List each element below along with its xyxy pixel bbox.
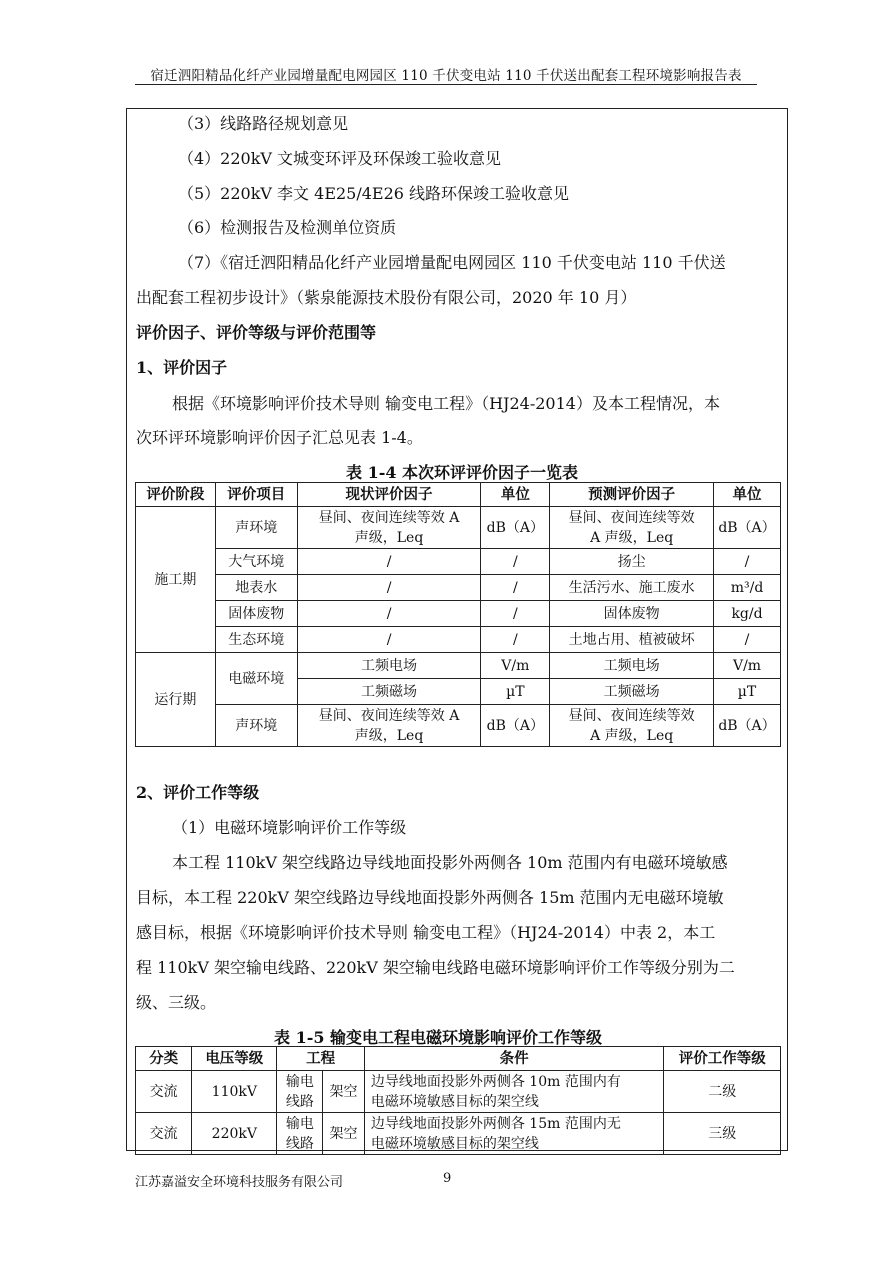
table-1-4-header: 评价项目 (215, 483, 297, 507)
ref-item-5: （5）220kV 李文 4E25/4E26 线路环保竣工验收意见 (178, 184, 570, 203)
cell-line: 输电 (285, 1073, 314, 1090)
item-cell: 生态环境 (215, 627, 297, 653)
unit-cell: µT (714, 679, 781, 705)
grade-para-line3: 感目标，根据《环境影响评价技术导则 输变电工程》（HJ24-2014）中表 2，本工 (136, 923, 716, 942)
unit-cell: dB（A） (481, 507, 550, 549)
unit-cell: / (714, 627, 781, 653)
table-row (136, 1071, 781, 1113)
condition-cell (364, 1113, 664, 1155)
table-row (136, 549, 781, 575)
grade-cell: 三级 (664, 1113, 781, 1155)
cell-line: 线路 (285, 1135, 314, 1152)
table-1-4-header: 评价阶段 (136, 483, 216, 507)
table-1-5-header: 电压等级 (192, 1047, 277, 1071)
table-1-5-caption: 表 1-5 输变电工程电磁环境影响评价工作等级 (274, 1028, 603, 1047)
predicted-factor-cell (550, 705, 714, 747)
predicted-factor-cell: 工频电场 (550, 653, 714, 679)
unit-cell: / (714, 549, 781, 575)
cell-line: 电磁环境敏感目标的架空线 (370, 1093, 539, 1110)
item-cell: 声环境 (215, 705, 297, 747)
current-factor-cell: / (297, 627, 481, 653)
ref-item-4: （4）220kV 文城变环评及环保竣工验收意见 (178, 149, 502, 168)
item-cell: 固体废物 (215, 601, 297, 627)
unit-cell: dB（A） (714, 705, 781, 747)
grade-para-line1: 本工程 110kV 架空线路边导线地面投影外两侧各 10m 范围内有电磁环境敏感 (172, 853, 728, 872)
cell-line: 边导线地面投影外两侧各 10m 范围内有 (370, 1073, 621, 1090)
cell-line: A 声级，Leq (590, 529, 674, 546)
factors-para-line1: 根据《环境影响评价技术导则 输变电工程》（HJ24-2014）及本工程情况，本 (172, 394, 720, 413)
table-1-5-header: 分类 (136, 1047, 192, 1071)
stage-cell-construction: 施工期 (136, 507, 216, 653)
grade-heading: 2、评价工作等级 (136, 783, 260, 802)
grade-para-line4: 程 110kV 架空输电线路、220kV 架空输电线路电磁环境影响评价工作等级分别为二 (136, 958, 735, 977)
ref-item-6: （6）检测报告及检测单位资质 (178, 218, 397, 237)
unit-cell: kg/d (714, 601, 781, 627)
table-1-4-header: 单位 (481, 483, 550, 507)
unit-cell: / (481, 575, 550, 601)
predicted-factor-cell: 生活污水、施工废水 (550, 575, 714, 601)
table-1-5-header: 工程 (277, 1047, 364, 1071)
cell-line: A 声级，Leq (590, 727, 674, 744)
predicted-factor-cell: 固体废物 (550, 601, 714, 627)
type-cell: 交流 (136, 1113, 192, 1155)
cell-line: 线路 (285, 1093, 314, 1110)
current-factor-cell: / (297, 575, 481, 601)
table-row (136, 575, 781, 601)
current-factor-cell: 工频电场 (297, 653, 481, 679)
table-1-5-header: 评价工作等级 (664, 1047, 781, 1071)
type-cell: 交流 (136, 1071, 192, 1113)
cell-line: 声级，Leq (354, 529, 424, 546)
cell-line: 昼间、夜间连续等效 A (318, 707, 460, 724)
voltage-cell: 110kV (192, 1071, 277, 1113)
ref-item-3: （3）线路路径规划意见 (178, 114, 349, 133)
table-1-4-header: 现状评价因子 (297, 483, 481, 507)
table-1-5-header: 条件 (364, 1047, 664, 1071)
predicted-factor-cell: 扬尘 (550, 549, 714, 575)
cell-line: 昼间、夜间连续等效 (568, 707, 695, 724)
unit-cell: / (481, 549, 550, 575)
cell-line: 昼间、夜间连续等效 A (318, 509, 460, 526)
predicted-factor-cell: 工频磁场 (550, 679, 714, 705)
table-row (136, 653, 781, 679)
grade-subheading: （1）电磁环境影响评价工作等级 (172, 818, 407, 837)
table-row (136, 627, 781, 653)
project-cell (277, 1071, 323, 1113)
current-factor-cell (297, 705, 481, 747)
cell-line: 电磁环境敏感目标的架空线 (370, 1135, 539, 1152)
unit-cell: m³/d (714, 575, 781, 601)
cell-line: 声级，Leq (354, 727, 424, 744)
ref-item-7-line2: 出配套工程初步设计》（紫泉能源技术股份有限公司，2020 年 10 月） (136, 288, 637, 307)
current-factor-cell: / (297, 601, 481, 627)
current-factor-cell: 工频磁场 (297, 679, 481, 705)
unit-cell: / (481, 601, 550, 627)
unit-cell: V/m (714, 653, 781, 679)
item-cell: 地表水 (215, 575, 297, 601)
factors-para-line2: 次环评环境影响评价因子汇总见表 1-4。 (136, 428, 423, 447)
table-row (136, 705, 781, 747)
page-number: 9 (443, 1171, 452, 1186)
unit-cell: / (481, 627, 550, 653)
grade-para-line5: 级、三级。 (136, 993, 217, 1012)
condition-cell (364, 1071, 664, 1113)
item-cell: 大气环境 (215, 549, 297, 575)
grade-cell: 二级 (664, 1071, 781, 1113)
current-factor-cell (297, 507, 481, 549)
footer-company: 江苏嘉溢安全环境科技服务有限公司 (135, 1175, 344, 1190)
cell-line: 输电 (285, 1115, 314, 1132)
predicted-factor-cell: 土地占用、植被破坏 (550, 627, 714, 653)
unit-cell: V/m (481, 653, 550, 679)
item-cell: 声环境 (215, 507, 297, 549)
factors-heading: 1、评价因子 (136, 358, 228, 377)
unit-cell: dB（A） (714, 507, 781, 549)
stage-cell-operation: 运行期 (136, 653, 216, 747)
project-cell (277, 1113, 323, 1155)
project-type-cell: 架空 (323, 1113, 365, 1155)
item-cell: 电磁环境 (215, 653, 297, 705)
table-1-4 (135, 482, 781, 747)
table-row (136, 601, 781, 627)
table-1-4-header: 预测评价因子 (550, 483, 714, 507)
predicted-factor-cell (550, 507, 714, 549)
unit-cell: µT (481, 679, 550, 705)
project-type-cell: 架空 (323, 1071, 365, 1113)
current-factor-cell: / (297, 549, 481, 575)
cell-line: 昼间、夜间连续等效 (568, 509, 695, 526)
cell-line: 边导线地面投影外两侧各 15m 范围内无 (370, 1115, 621, 1132)
table-1-4-caption: 表 1-4 本次环评评价因子一览表 (346, 463, 579, 482)
voltage-cell: 220kV (192, 1113, 277, 1155)
section-title: 评价因子、评价等级与评价范围等 (136, 323, 377, 342)
table-1-4-header: 单位 (714, 483, 781, 507)
table-1-5 (135, 1046, 781, 1155)
grade-para-line2: 目标，本工程 220kV 架空线路边导线地面投影外两侧各 15m 范围内无电磁环境敏 (136, 888, 724, 907)
header-rule (135, 84, 757, 85)
table-row (136, 507, 781, 549)
unit-cell: dB（A） (481, 705, 550, 747)
table-row (136, 1113, 781, 1155)
ref-item-7-line1: （7）《宿迁泗阳精品化纤产业园增量配电网园区 110 千伏变电站 110 千伏送 (178, 253, 726, 272)
page-header-title: 宿迁泗阳精品化纤产业园增量配电网园区 110 千伏变电站 110 千伏送出配套工程环境影响报告表 (150, 68, 742, 84)
